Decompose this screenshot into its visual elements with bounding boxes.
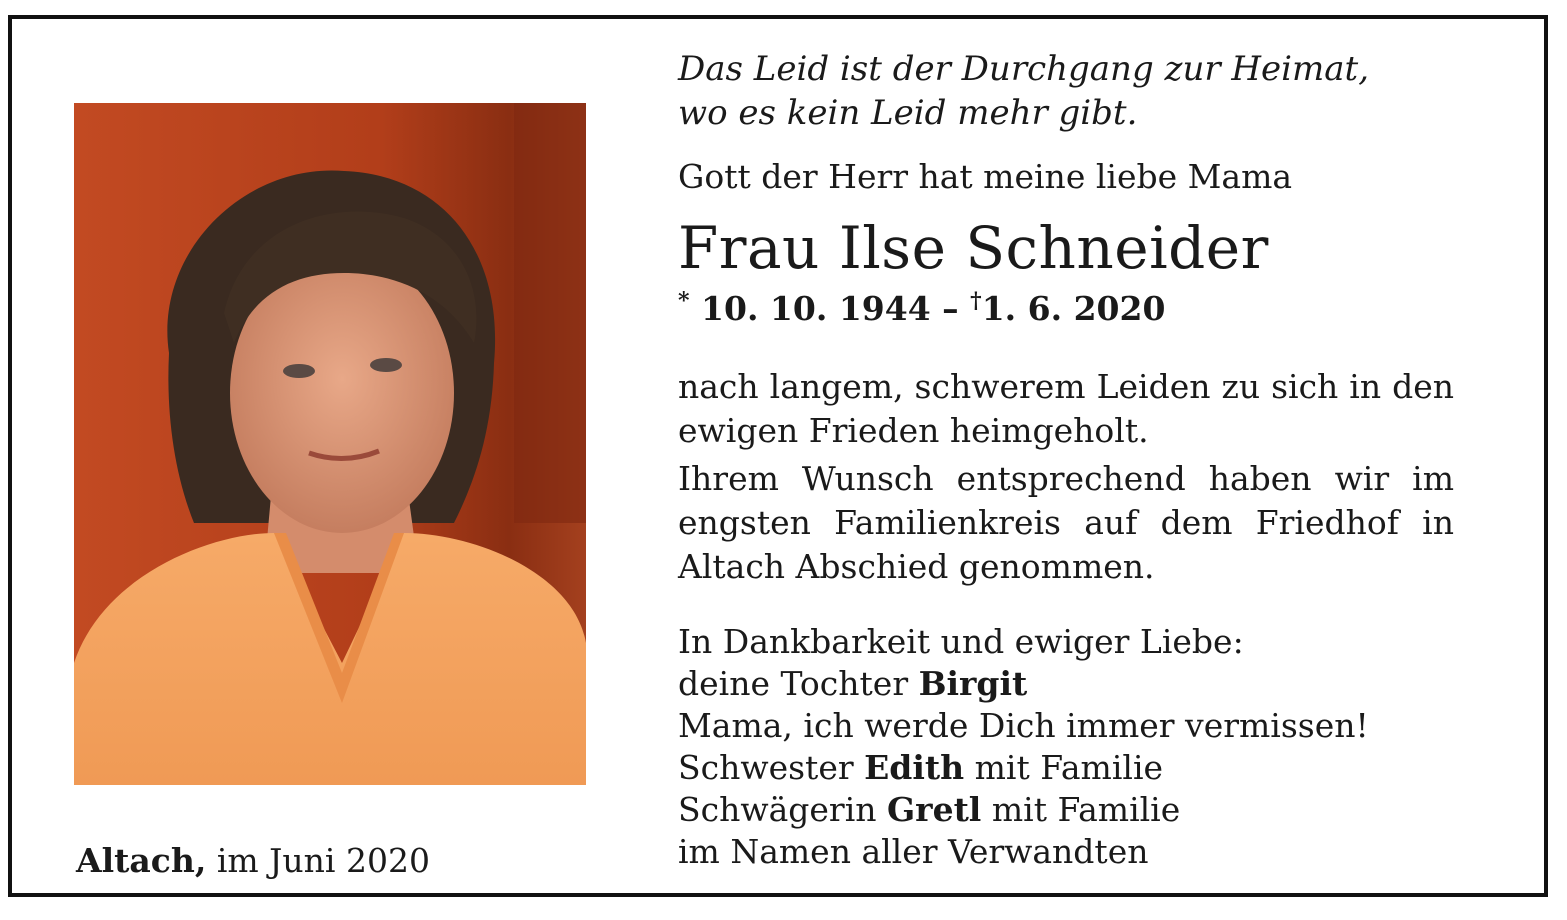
motto	[678, 47, 1454, 135]
deceased-name: Frau Ilse Schneider	[678, 214, 1269, 282]
signature-line6: im Namen aller Verwandten	[678, 832, 1149, 871]
body-paragraph-2: Ihrem Wunsch entsprechend haben wir im engsten Familienkreis auf dem Friedhof in Altach Abschied genommen.	[678, 459, 1454, 586]
motto-line1: Das Leid ist der Durchgang zur Heimat,	[678, 49, 1370, 89]
motto-line2: wo es kein Leid mehr gibt.	[678, 93, 1138, 133]
death-date: 1. 6. 2020	[981, 289, 1166, 328]
date-dash: –	[942, 289, 959, 328]
signature-line2	[678, 663, 1454, 705]
obituary-card	[8, 15, 1548, 897]
signature-line2-name: Birgit	[918, 664, 1028, 703]
portrait-photo	[74, 103, 586, 785]
intro-line: Gott der Herr hat meine liebe Mama	[678, 157, 1293, 196]
birth-symbol: *	[678, 288, 690, 314]
signature-line5-name: Gretl	[887, 790, 982, 829]
signature-line4	[678, 747, 1454, 789]
obituary-text	[678, 47, 1454, 873]
portrait-photo-icon	[74, 103, 586, 785]
signature-block	[678, 621, 1454, 873]
place-and-date	[76, 841, 430, 880]
birth-date: 10. 10. 1944	[701, 289, 931, 328]
life-dates	[678, 287, 1454, 331]
signature-line4-prefix: Schwester	[678, 748, 854, 787]
body-paragraph-1: nach langem, schwerem Leiden zu sich in den ewigen Frieden heimgeholt.	[678, 367, 1454, 450]
signature-line5	[678, 789, 1454, 831]
signature-line5-prefix: Schwägerin	[678, 790, 877, 829]
signature-line1: In Dankbarkeit und ewiger Liebe:	[678, 622, 1244, 661]
signature-line5-suffix: mit Familie	[991, 790, 1181, 829]
signature-line4-suffix: mit Familie	[974, 748, 1164, 787]
place-town: Altach,	[76, 841, 207, 880]
death-symbol: †	[970, 288, 982, 314]
place-date: im Juni 2020	[216, 841, 430, 880]
signature-line2-prefix: deine Tochter	[678, 664, 909, 703]
signature-line3: Mama, ich werde Dich immer vermissen!	[678, 706, 1369, 745]
signature-line4-name: Edith	[864, 748, 965, 787]
